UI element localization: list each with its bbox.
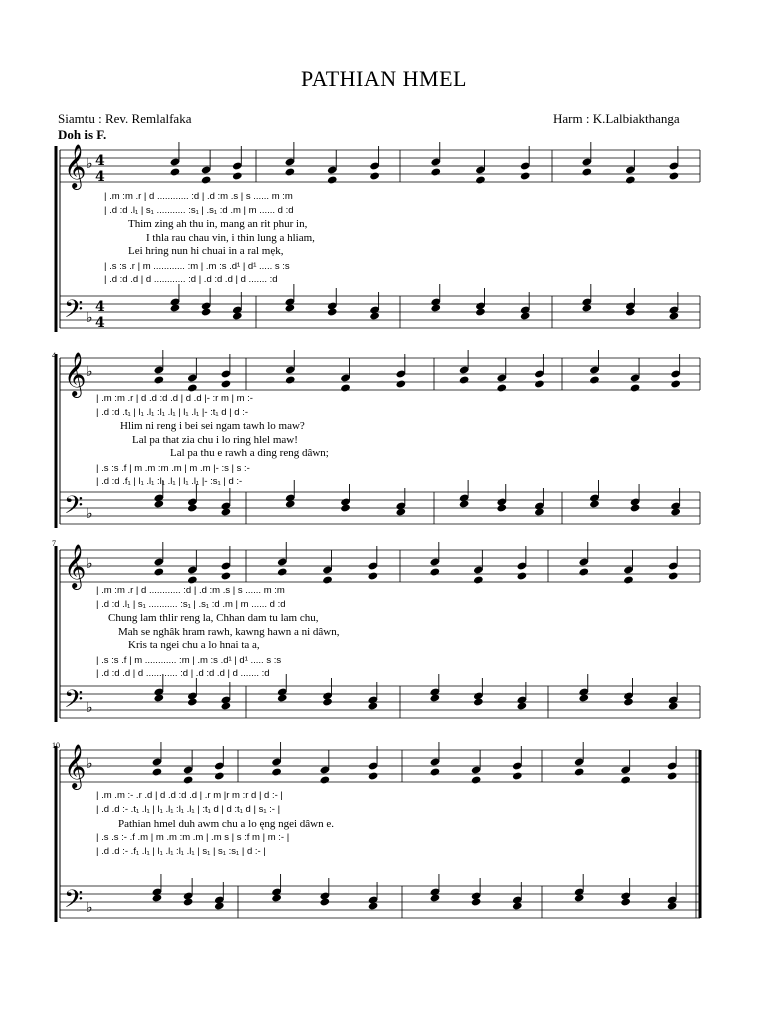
notehead [221, 571, 232, 580]
notehead [201, 175, 212, 184]
notehead [187, 697, 198, 706]
notehead [517, 571, 528, 580]
notehead [368, 571, 379, 580]
notehead [277, 567, 288, 576]
lyrics-verse1-sys2: Hlim ni reng i bei sei ngam tawh lo maw? [120, 420, 305, 432]
notehead [670, 507, 681, 516]
notehead [154, 693, 165, 702]
notehead [667, 771, 678, 780]
notehead [430, 767, 441, 776]
notehead [154, 499, 165, 508]
notehead [459, 375, 470, 384]
solfa-bass-1: | .d :d .d | d ............ :d | .d :d .d | d ....... :d [104, 274, 278, 285]
solfa-soprano-4: | .m .m :- .r .d | d .d :d .d | .r m |r m :r d | d :- | [96, 790, 283, 801]
key-signature-label: Doh is F. [58, 127, 107, 142]
treble-clef-icon: 𝄞 [64, 144, 87, 188]
notehead [623, 697, 634, 706]
notehead [322, 575, 333, 584]
notehead [589, 499, 600, 508]
notehead [620, 897, 631, 906]
flat-icon: ♭ [86, 156, 93, 172]
lyrics-verse1-sys3: Chung lam thlir reng la, Chhan dam tu lam chu, [108, 612, 319, 624]
notehead [154, 567, 165, 576]
notehead [221, 379, 232, 388]
notehead [187, 575, 198, 584]
lyrics-verse3-sys3: Kris ta ngei chu a lo hnai ta a, [128, 639, 260, 651]
arranger-credit: Harm : K.Lalbiakthanga [553, 111, 680, 126]
solfa-soprano-2: | .m :m .r | d .d :d .d | d .d |- :r m | m :- [96, 393, 253, 404]
notehead [201, 307, 212, 316]
notehead [459, 499, 470, 508]
solfa-tenor-1: | .s :s .r | m ............ :m | .m :s .d¹ | d¹ ..... s :s [104, 261, 290, 272]
solfa-tenor-2: | .s :s .f | m .m :m .m | m .m |- :s | s :- [96, 463, 250, 474]
notehead [327, 307, 338, 316]
notehead [520, 311, 531, 320]
solfa-bass-4: | .d .d :- .f₁ .l₁ | l₁ .l₁ :l₁ .l₁ | s₁ | s₁ :s₁ | d :- | [96, 846, 266, 857]
flat-icon: ♭ [86, 506, 93, 522]
solfa-alto-4: | .d .d :- .t₁ .l₁ | l₁ .l₁ :l₁ .l₁ | :t₁ d | d :t₁ d | s₁ :- | [96, 804, 281, 815]
notehead [471, 897, 482, 906]
notehead [170, 167, 181, 176]
notehead [221, 701, 232, 710]
treble-clef-icon: 𝄞 [64, 352, 87, 396]
notehead [667, 901, 678, 910]
notehead [625, 175, 636, 184]
notehead [630, 503, 641, 512]
treble-clef-icon: 𝄞 [64, 744, 87, 788]
notehead [152, 893, 163, 902]
notehead [496, 383, 507, 392]
notehead [471, 775, 482, 784]
notehead [320, 897, 331, 906]
notehead [430, 303, 441, 312]
solfa-bass-3: | .d :d .d | d ............ :d | .d :d .d | d ....... :d [96, 668, 270, 679]
notehead [396, 507, 407, 516]
lyrics-verse1-sys1: Thim zing ah thu in, mang an rit phur in, [128, 218, 308, 230]
notehead [430, 167, 441, 176]
notehead [430, 567, 441, 576]
notehead [187, 383, 198, 392]
bass-clef-icon: 𝄢 [64, 491, 84, 526]
time-signature-numerator: 4 [95, 299, 105, 315]
solfa-tenor-4: | .s .s :- .f .m | m .m :m .m | .m s | s :f m | m :- | [96, 832, 290, 843]
notehead [277, 693, 288, 702]
notehead [152, 767, 163, 776]
notehead [574, 767, 585, 776]
solfa-alto-2: | .d :d .t₁ | l₁ .l₁ :l₁ .l₁ | l₁ .l₁ |- :t₁ d | d :- [96, 407, 249, 418]
notehead [232, 311, 243, 320]
notehead [340, 383, 351, 392]
solfa-alto-1: | .d :d .l₁ | s₁ ........... :s₁ | .s₁ :d .m | m ...... d :d [104, 205, 294, 216]
notehead [582, 167, 593, 176]
notehead [232, 171, 243, 180]
notehead [154, 375, 165, 384]
solfa-bass-2: | .d :d .f₁ | l₁ .l₁ :l₁ .l₁ | l₁ .l₁ |- :s₁ | d :- [96, 476, 243, 487]
lyrics-verse2-sys3: Mah se nghâk hram rawh, kawng hawn a ni dâwn, [118, 626, 340, 638]
notehead [320, 775, 331, 784]
notehead [368, 771, 379, 780]
solfa-soprano-1: | .m :m .r | d ............ :d | .d :m .s | s ...... m :m [104, 191, 293, 202]
notehead [183, 897, 194, 906]
notehead [578, 693, 589, 702]
lyrics-verse3-sys1: Lei hring nun hi chuai in a ral mẹk, [128, 245, 284, 257]
composer-credit: Siamtu : Rev. Remlalfaka [58, 111, 192, 126]
notehead [285, 303, 296, 312]
notehead [183, 775, 194, 784]
bass-clef-icon: 𝄢 [64, 885, 84, 920]
notehead [630, 383, 641, 392]
flat-icon: ♭ [86, 556, 93, 572]
notehead [473, 697, 484, 706]
notehead [534, 507, 545, 516]
lyrics-verse3-sys2: Lal pa thu e rawh a ding reng dâwn; [170, 447, 329, 459]
notehead [623, 575, 634, 584]
notehead [214, 771, 225, 780]
notehead [187, 503, 198, 512]
notehead [578, 567, 589, 576]
flat-icon: ♭ [86, 700, 93, 716]
notehead [512, 901, 523, 910]
notehead [517, 701, 528, 710]
flat-icon: ♭ [86, 364, 93, 380]
measure-number-4: 4 [52, 351, 56, 360]
solfa-soprano-3: | .m :m .r | d ............ :d | .d :m .s | s ...... m :m [96, 585, 285, 596]
notehead [285, 499, 296, 508]
notehead [534, 379, 545, 388]
notehead [340, 503, 351, 512]
flat-icon: ♭ [86, 900, 93, 916]
notehead [430, 693, 441, 702]
notehead [473, 575, 484, 584]
notehead [368, 901, 379, 910]
measure-number-10: 10 [52, 741, 60, 750]
bass-clef-icon: 𝄢 [64, 685, 84, 720]
flat-icon: ♭ [86, 756, 93, 772]
notehead [430, 893, 441, 902]
notehead [327, 175, 338, 184]
notehead [669, 311, 680, 320]
notehead [574, 893, 585, 902]
time-signature-numerator: 4 [95, 153, 105, 169]
notehead [589, 375, 600, 384]
solfa-alto-3: | .d :d .l₁ | s₁ ........... :s₁ | .s₁ :d .m | m ...... d :d [96, 599, 286, 610]
notehead [475, 175, 486, 184]
song-title: PATHIAN HMEL [301, 66, 467, 91]
notehead [214, 901, 225, 910]
notehead [271, 767, 282, 776]
notehead [475, 307, 486, 316]
time-signature-denominator: 4 [95, 169, 105, 185]
lyrics-verse2-sys1: I thla rau chau vin, i thin lung a hliam, [146, 232, 315, 244]
notehead [221, 507, 232, 516]
lyrics-sys4: Pathian hmel duh awm chu a lo ęng ngei dâwn e. [118, 818, 334, 830]
solfa-tenor-3: | .s :s .f | m ............ :m | .m :s .d¹ | d¹ ..... s :s [96, 655, 282, 666]
notehead [512, 771, 523, 780]
notehead [582, 303, 593, 312]
lyrics-verse2-sys2: Lal pa that zia chu i lo ring hlel maw! [132, 434, 298, 446]
notehead [668, 571, 679, 580]
notehead [520, 171, 531, 180]
notehead [396, 379, 407, 388]
notehead [496, 503, 507, 512]
notehead [322, 697, 333, 706]
notehead [271, 893, 282, 902]
notehead [285, 375, 296, 384]
notehead [285, 167, 296, 176]
flat-icon: ♭ [86, 310, 93, 326]
notehead [368, 701, 379, 710]
time-signature-denominator: 4 [95, 315, 105, 331]
notehead [670, 379, 681, 388]
notehead [620, 775, 631, 784]
notehead [668, 701, 679, 710]
treble-clef-icon: 𝄞 [64, 544, 87, 588]
notehead [669, 171, 680, 180]
bass-clef-icon: 𝄢 [64, 295, 84, 330]
measure-number-7: 7 [52, 539, 56, 548]
notehead [170, 303, 181, 312]
notehead [369, 311, 380, 320]
notehead [369, 171, 380, 180]
notehead [625, 307, 636, 316]
